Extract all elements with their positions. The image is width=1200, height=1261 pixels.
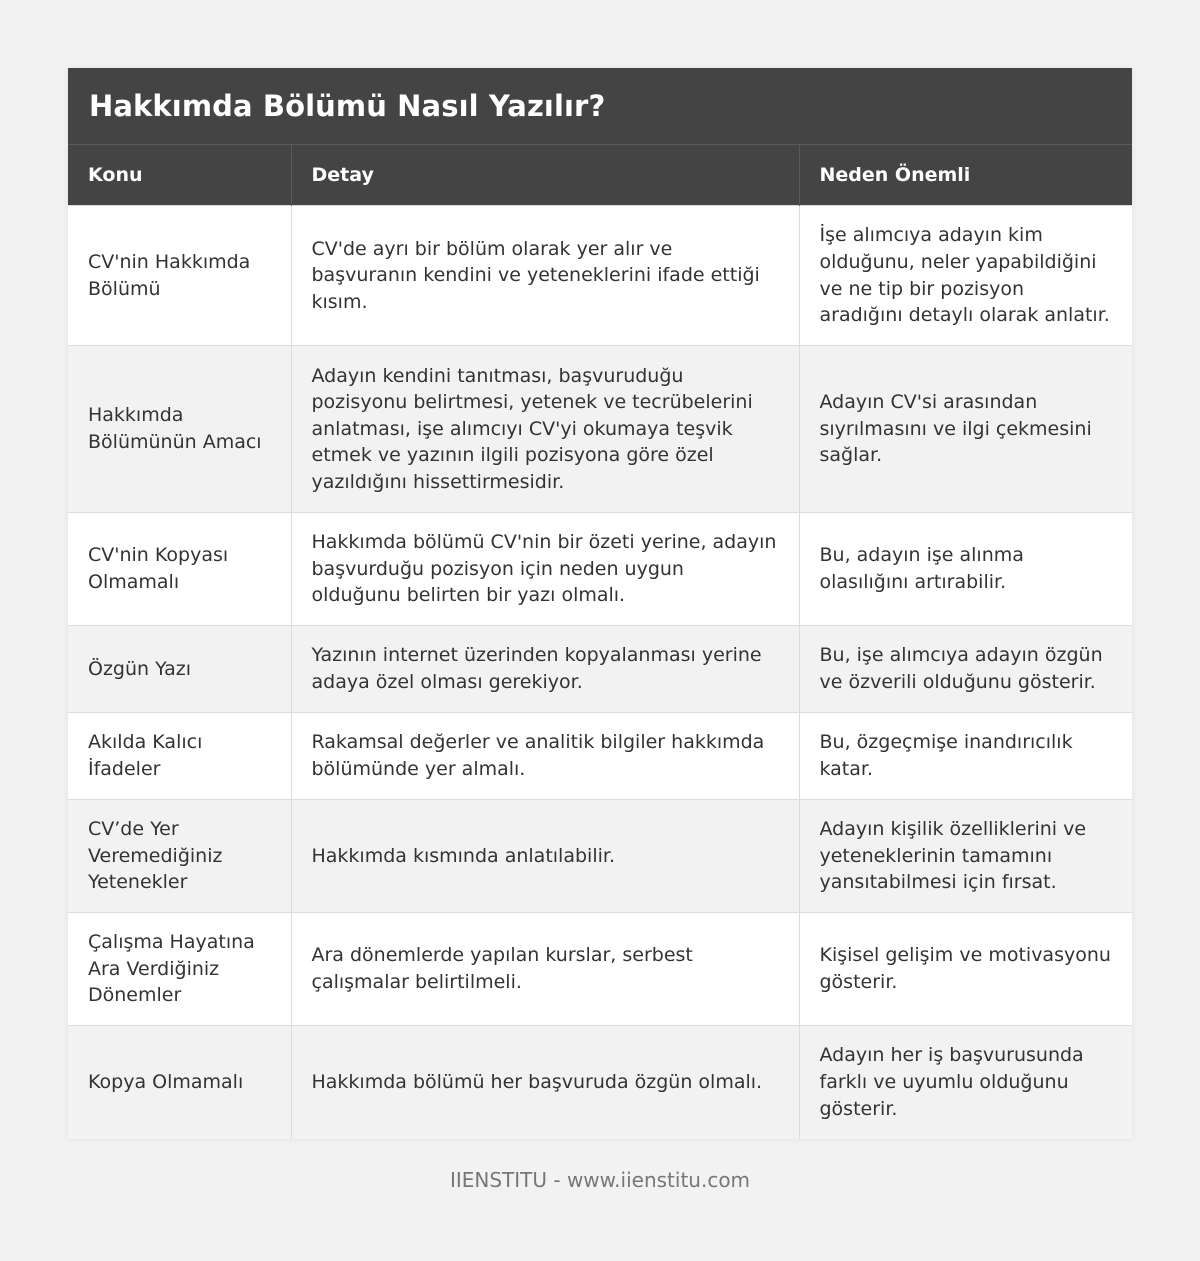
cell-konu: Özgün Yazı [68,626,291,713]
table-row [68,346,1132,513]
cell-detay: Hakkımda bölümü her başvuruda özgün olmalı. [291,1026,799,1139]
cell-neden-onemli: Adayın kişilik özelliklerini ve yeteneklerinin tamamını yansıtabilmesi için fırsat. [799,800,1132,913]
cell-konu: CV'nin Hakkımda Bölümü [68,206,291,346]
column-header-detay: Detay [291,145,799,206]
cell-neden-onemli: Bu, adayın işe alınma olasılığını artırabilir. [799,513,1132,626]
cell-neden-onemli: İşe alımcıya adayın kim olduğunu, neler yapabildiğini ve ne tip bir pozisyon aradığını detaylı olarak anlatır. [799,206,1132,346]
cell-konu: CV’de Yer Veremediğiniz Yetenekler [68,800,291,913]
table-title: Hakkımda Bölümü Nasıl Yazılır? [89,89,606,123]
table-row [68,913,1132,1026]
table-row [68,626,1132,713]
table-row [68,800,1132,913]
table-row [68,713,1132,800]
table-row [68,513,1132,626]
table-row [68,206,1132,346]
cell-detay: Adayın kendini tanıtması, başvuruduğu pozisyonu belirtmesi, yetenek ve tecrübelerini anlatması, işe alımcıyı CV'yi okumaya teşvik etmek ve yazının ilgili pozisyona göre özel yazıldığını hissettirmesidir. [291,346,799,513]
cell-neden-onemli: Bu, özgeçmişe inandırıcılık katar. [799,713,1132,800]
cell-konu: Hakkımda Bölümünün Amacı [68,346,291,513]
cell-konu: CV'nin Kopyası Olmamalı [68,513,291,626]
cell-konu: Çalışma Hayatına Ara Verdiğiniz Dönemler [68,913,291,1026]
cell-neden-onemli: Adayın CV'si arasından sıyrılmasını ve ilgi çekmesini sağlar. [799,346,1132,513]
cell-detay: Yazının internet üzerinden kopyalanması yerine adaya özel olması gerekiyor. [291,626,799,713]
cell-detay: Rakamsal değerler ve analitik bilgiler hakkımda bölümünde yer almalı. [291,713,799,800]
cell-neden-onemli: Bu, işe alımcıya adayın özgün ve özverili olduğunu gösterir. [799,626,1132,713]
cell-konu: Akılda Kalıcı İfadeler [68,713,291,800]
footer-credit: IIENSTITU - www.iienstitu.com [449,1168,751,1192]
table-card [68,68,1132,1139]
cell-neden-onemli: Kişisel gelişim ve motivasyonu gösterir. [799,913,1132,1026]
header-row [68,145,1132,206]
cell-neden-onemli: Adayın her iş başvurusunda farklı ve uyumlu olduğunu gösterir. [799,1026,1132,1139]
cell-konu: Kopya Olmamalı [68,1026,291,1139]
cell-detay: CV'de ayrı bir bölüm olarak yer alır ve başvuranın kendini ve yeteneklerini ifade ettiği kısım. [291,206,799,346]
column-header-neden-onemli: Neden Önemli [799,145,1132,206]
cell-detay: Hakkımda bölümü CV'nin bir özeti yerine, adayın başvurduğu pozisyon için neden uygun olduğunu belirten bir yazı olmalı. [291,513,799,626]
cell-detay: Hakkımda kısmında anlatılabilir. [291,800,799,913]
table-title-bar [68,68,1132,144]
table-row [68,1026,1132,1139]
cell-detay: Ara dönemlerde yapılan kurslar, serbest çalışmalar belirtilmeli. [291,913,799,1026]
info-table [68,144,1132,1139]
column-header-konu: Konu [68,145,291,206]
